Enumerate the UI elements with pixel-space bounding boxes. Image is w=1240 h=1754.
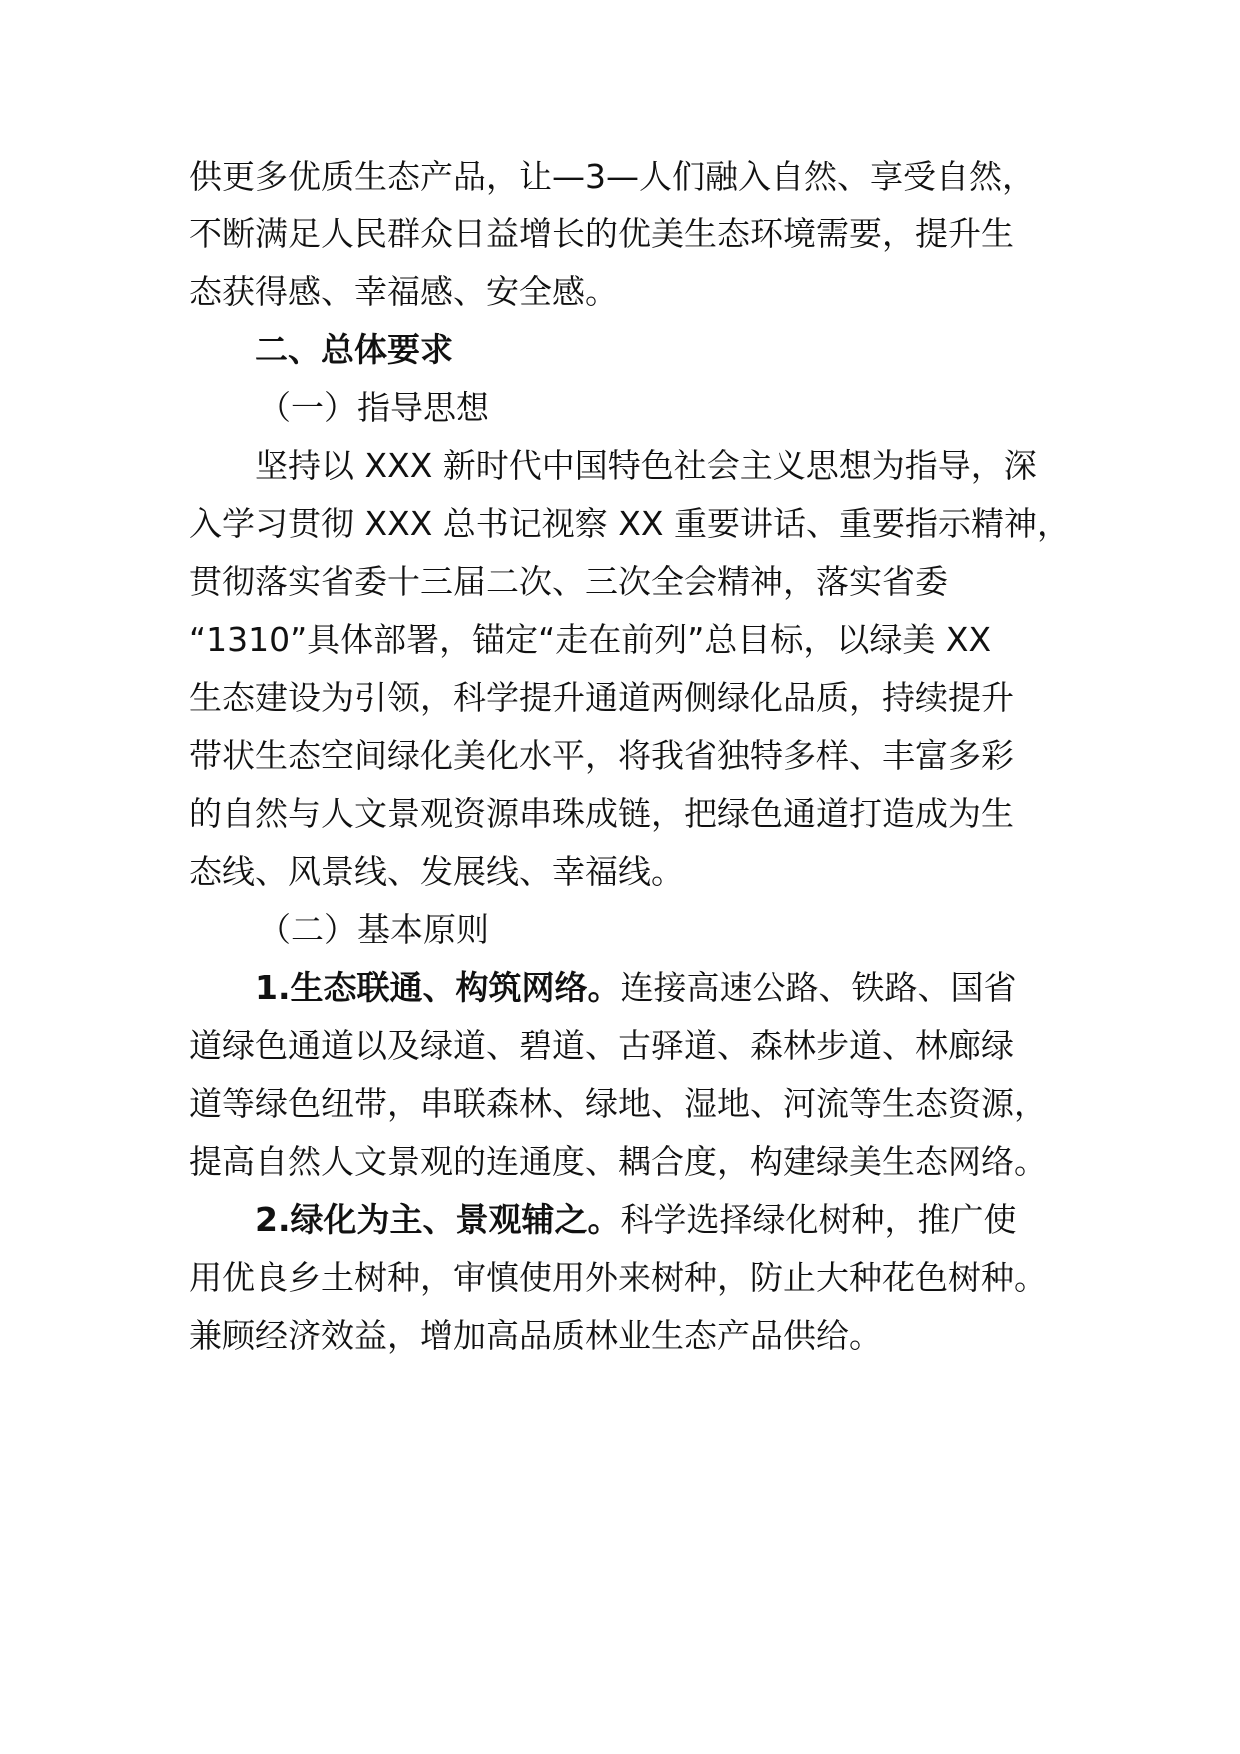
body-text-line: 入学习贯彻 XXX 总书记视察 XX 重要讲话、重要指示精神，: [189, 504, 1070, 543]
subsection-heading: （二）基本原则: [258, 910, 489, 949]
body-text-line: 生态建设为引领，科学提升通道两侧绿化品质，持续提升: [189, 678, 1014, 717]
body-text-line: 坚持以 XXX 新时代中国特色社会主义思想为指导，深: [255, 446, 1037, 485]
principle-2-title: 2.绿化为主、景观辅之。: [255, 1200, 621, 1239]
section-heading: 二、总体要求: [255, 330, 453, 369]
body-text-line: 态线、风景线、发展线、幸福线。: [189, 852, 684, 891]
subsection-heading: （一）指导思想: [258, 388, 489, 427]
body-text-line: 贯彻落实省委十三届二次、三次全会精神，落实省委: [189, 562, 948, 601]
principle-1-paragraph: [255, 966, 1017, 1010]
principle-1-text: 连接高速公路、铁路、国省: [620, 968, 1017, 1007]
body-text-line: 提高自然人文景观的连通度、耦合度，构建绿美生态网络。: [189, 1142, 1047, 1181]
body-text-line: 的自然与人文景观资源串珠成链，把绿色通道打造成为生: [189, 794, 1014, 833]
body-text-line: 态获得感、幸福感、安全感。: [189, 272, 618, 311]
body-text-line: 供更多优质生态产品，让—3—人们融入自然、享受自然，: [189, 157, 1035, 196]
body-text-line: 带状生态空间绿化美化水平，将我省独特多样、丰富多彩: [189, 736, 1014, 775]
body-text-line: 用优良乡土树种，审慎使用外来树种，防止大种花色树种。: [189, 1258, 1047, 1297]
principle-2-text: 科学选择绿化树种，推广使: [620, 1200, 1017, 1239]
body-text-line: 道绿色通道以及绿道、碧道、古驿道、森林步道、林廊绿: [189, 1026, 1014, 1065]
body-text-line: 兼顾经济效益，增加高品质林业生态产品供给。: [189, 1316, 882, 1355]
principle-2-paragraph: [255, 1198, 1017, 1242]
body-text-line: 不断满足人民群众日益增长的优美生态环境需要，提升生: [189, 214, 1014, 253]
body-text-line: 道等绿色纽带，串联森林、绿地、湿地、河流等生态资源，: [189, 1084, 1047, 1123]
principle-1-title: 1.生态联通、构筑网络。: [255, 968, 621, 1007]
body-text-line: “1310”具体部署，锚定“走在前列”总目标，以绿美 XX: [189, 620, 992, 659]
